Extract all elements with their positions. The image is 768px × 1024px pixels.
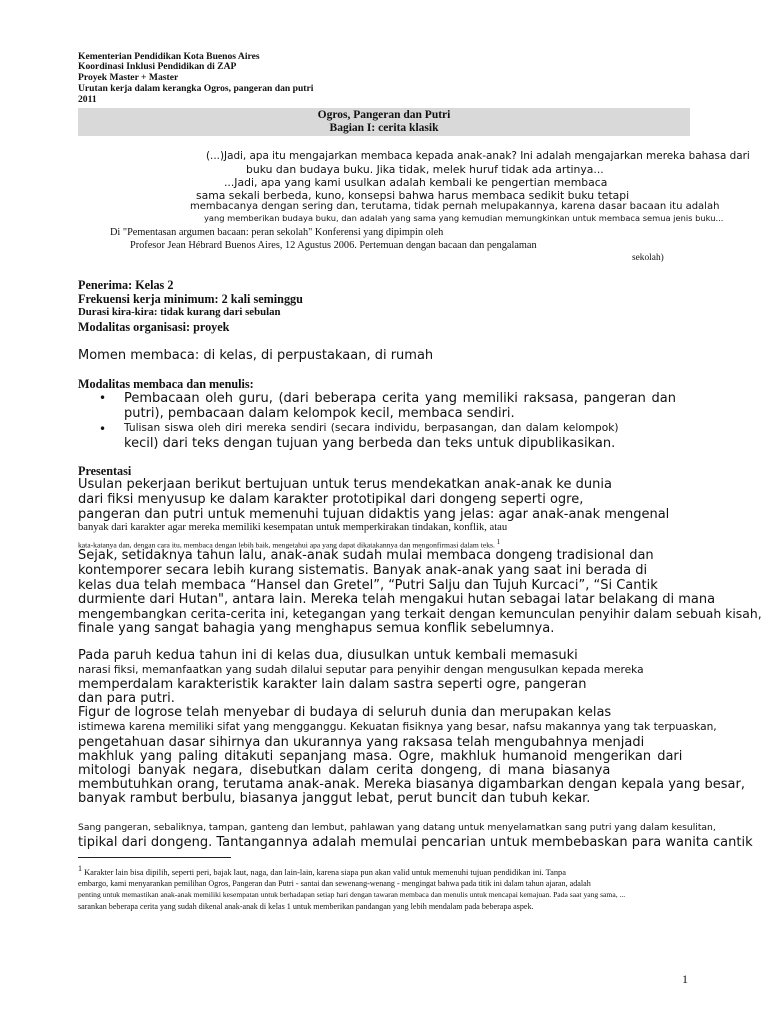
quote-line-5: membacanya dengan sering dan, terutama, tidak pernah melupakannya, karena dasar bacaan itu adalah [190,201,720,212]
presentation-p1-last: kata-katanya dan, dengan cara itu, membaca dengan lebih baik, mengetahui apa yang dapat dikatakannya dan mengonfirmasi dalam teks. [78,540,495,550]
presentation-p1-line: banyak dari karakter agar mereka memiliki kesempatan untuk memperkirakan tindakan, konflik, atau [78,522,508,533]
bullet-marker: • [99,391,107,405]
bullet-2-line-1: Tulisan siswa oleh diri mereka sendiri (secara individu, berpasangan, dan dalam kelompok) [124,422,619,434]
reading-moments: Momen membaca: di kelas, di perpustakaan, di rumah [78,348,434,363]
duration: Durasi kira-kira: tidak kurang dari sebulan [78,306,281,318]
presentation-p3-line: narasi fiksi, memanfaatkan yang sudah dilalui seputar para penyihir dengan mengusulkan kepada mereka [78,664,644,676]
page-number: 1 [682,972,688,986]
footnote-line-2: embargo, kami menyarankan pemilihan Ogros, Pangeran dan Putri - santai dan sewenang-wenang - mengingat bahwa pada titik ini dalam tahun ajaran, adalah [78,879,591,888]
quote-source-3: sekolah) [632,253,664,263]
presentation-p3-line: Figur de logrose telah menyebar di budaya di seluruh dunia dan merupakan kelas [78,705,612,720]
presentation-p2-line: mengembangkan cerita-cerita ini, ketegangan yang terkait dengan kemunculan penyihir dalam sebuah kisah, [78,606,762,621]
presentation-p3-line: memperdalam karakteristik karakter lain dalam sastra seperti ogre, pangeran [78,677,587,692]
bullet-2-line-2: kecil) dari teks dengan tujuan yang berbeda dan teks untuk dipublikasikan. [124,436,616,451]
presentation-p3-line: istimewa karena memiliki sifat yang mengganggu. Kekuatan fisiknya yang besar, nafsu makannya yang tak terpuaskan, [78,721,717,733]
footnote-line-3: penting untuk memastikan anak-anak memiliki kesempatan untuk berhadapan setiap hari dengan tawaran membaca dan menulis untuk mencapai kemajuan. Pada saat yang sama, ... [78,890,626,899]
footnote-line-1 [78,864,566,877]
bullet-1-line-1: Pembacaan oleh guru, (dari beberapa cerita yang memiliki raksasa, pangeran dan [124,391,676,406]
page-subtitle: Bagian I: cerita klasik [329,122,439,134]
presentation-p3-line: membutuhkan orang, terutama anak-anak. Mereka biasanya digambarkan dengan kepala yang besar, [78,777,745,792]
presentation-p3-line: dan para putri. [78,691,175,706]
presentation-p4-line: tipikal dari dongeng. Tantangannya adalah memulai pencarian untuk membebaskan para wanita cantik [78,835,753,850]
quote-line-4: sama sekali berbeda, kuno, konsepsi bahwa harus membaca sedikit buku tetapi [196,189,630,202]
presentation-p2-line: finale yang sangat bahagia yang menghapus semua konflik sebelumnya. [78,621,555,636]
presentation-p3-line: banyak rambut berbulu, biasanya janggut lebat, perut buncit dan tubuh kekar. [78,791,591,806]
presentation-p2-line: kelas dua telah membaca “Hansel dan Gretel”, “Putri Salju dan Tujuh Kurcaci”, “Si Cantik [78,578,658,593]
presentation-p2-line: kontemporer secara lebih kurang sistematis. Banyak anak-anak yang saat ini berada di [78,563,648,578]
header-year: 2011 [78,94,97,105]
footnote-line-4: sarankan beberapa cerita yang sudah dikenal anak-anak di kelas 1 untuk memberikan pandangan yang lebih mendalam pada beberapa aspek. [78,902,534,911]
bullet-marker: • [99,422,107,436]
footnote-reference[interactable]: 1 [496,538,501,546]
header-project: Proyek Master + Master [78,72,179,83]
header-coordination: Koordinasi Inklusi Pendidikan di ZAP [78,61,237,72]
quote-source-1: Di "Pementasan argumen bacaan: peran sekolah" Konferensi yang dipimpin oleh [110,227,444,238]
quote-source-2: Profesor Jean Hébrard Buenos Aires, 12 Agustus 2006. Pertemuan dengan bacaan dan pengalaman [130,240,537,251]
presentation-p2-line: durmiente dari Hutan", antara lain. Mereka telah mengakui hutan sebagai latar belakang di mana [78,592,716,607]
presentation-p1-line: pangeran dan putri untuk memenuhi tujuan didaktis yang jelas: agar anak-anak mengenal [78,507,670,522]
bullet-1-line-2: putri), pembacaan dalam kelompok kecil, membaca sendiri. [124,406,515,421]
header-sequence: Urutan kerja dalam kerangka Ogros, pangeran dan putri [78,83,314,94]
quote-line-3: ...Jadi, apa yang kami usulkan adalah kembali ke pengertian membaca [224,176,608,189]
footnote-number: 1 [78,864,82,873]
presentation-p3-line: mitologi banyak negara, disebutkan dalam cerita dongeng, di mana biasanya [78,763,611,778]
presentation-p1-line: dari fiksi menyusup ke dalam karakter prototipikal dari dongeng seperti ogre, [78,492,584,507]
quote-line-6: yang memberikan budaya buku, dan adalah yang sama yang kemudian memungkinkan untuk membaca semua jenis buku... [204,213,724,223]
presentation-heading: Presentasi [78,464,132,478]
header-ministry: Kementerian Pendidikan Kota Buenos Aires [78,51,260,62]
recipient: Penerima: Kelas 2 [78,278,174,292]
presentation-p3-line: makhluk yang paling ditakuti sepanjang masa. Ogre, makhluk humanoid mengerikan dari [78,749,683,764]
presentation-p3-line: Pada paruh kedua tahun ini di kelas dua, diusulkan untuk kembali memasuki [78,648,578,663]
presentation-p1-line: Usulan pekerjaan berikut bertujuan untuk terus mendekatkan anak-anak ke dunia [78,477,612,492]
quote-line-2: buku dan budaya buku. Jika tidak, melek huruf tidak ada artinya... [246,163,604,176]
presentation-p2-line: Sejak, setidaknya tahun lalu, anak-anak sudah mulai membaca dongeng tradisional dan [78,548,654,563]
reading-writing-heading: Modalitas membaca dan menulis: [78,377,254,391]
quote-line-1: (...)Jadi, apa itu mengajarkan membaca kepada anak-anak? Ini adalah mengajarkan mereka bahasa dari [206,150,750,162]
presentation-p3-line: pengetahuan dasar sihirnya dan ukurannya yang raksasa telah mengubahnya menjadi [78,735,645,750]
footnote-separator [78,857,231,858]
presentation-p4-line: Sang pangeran, sebaliknya, tampan, ganteng dan lembut, pahlawan yang datang untuk menyelamatkan sang putri yang dalam kesulitan, [78,822,716,833]
organization-modality: Modalitas organisasi: proyek [78,320,230,334]
frequency: Frekuensi kerja minimum: 2 kali seminggu [78,292,303,306]
footnote-text: Karakter lain bisa dipilih, seperti peri, bajak laut, naga, dan lain-lain, karena siapa pun akan valid untuk memenuhi tujuan pendidikan ini. Tanpa [84,867,566,877]
page-title: Ogros, Pangeran dan Putri [317,109,451,121]
